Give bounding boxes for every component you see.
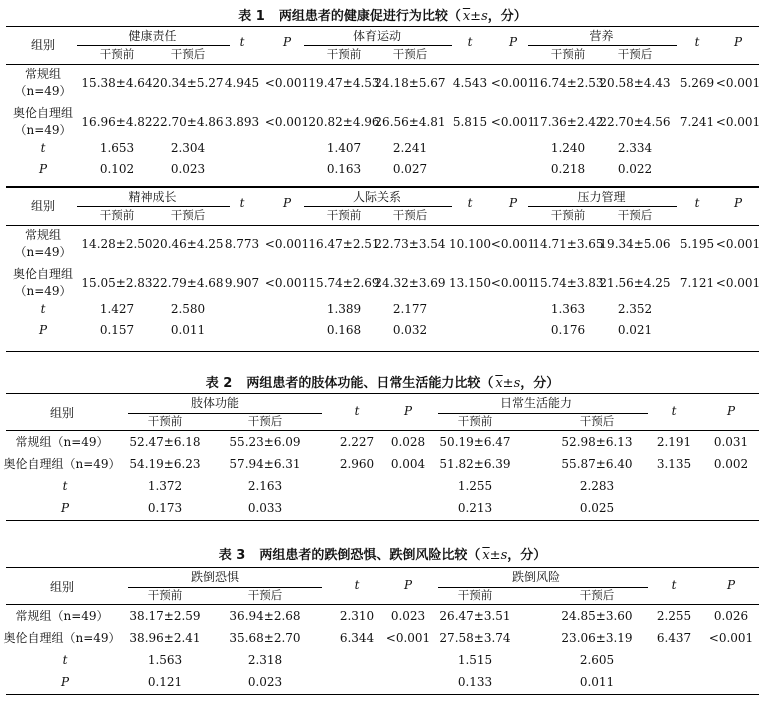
pre-value: 16.74±2.53 (532, 76, 604, 90)
between-t-value: 2.580 (170, 302, 206, 316)
post-intervention-header: 干预后 (579, 414, 615, 428)
table-cell-value: 6.344 (339, 631, 375, 645)
post-intervention-header: 干预后 (579, 588, 615, 602)
t-value: 4.543 (452, 76, 488, 90)
pre-intervention-header: 干预前 (326, 208, 362, 222)
table-cell-value: 38.96±2.41 (129, 631, 201, 645)
table-cell-value: 38.17±2.59 (129, 609, 201, 623)
pre-intervention-header: 干预前 (147, 414, 183, 428)
measure-header: 跌倒恐惧 (190, 570, 239, 584)
table-cell-value: 35.68±2.70 (229, 631, 301, 645)
caption-title: 两组患者的跌倒恐惧、跌倒风险比较（ (259, 548, 481, 563)
row-label-t: t (62, 653, 68, 667)
table-rule (6, 64, 759, 65)
table-rule (6, 520, 759, 521)
post-intervention-header: 干预后 (247, 588, 283, 602)
table-cell-value: <0.001 (708, 631, 754, 645)
t-value: 13.150 (449, 276, 491, 290)
measure-header: 人际关系 (352, 190, 401, 204)
t-header: t (354, 404, 360, 418)
t-value: 5.269 (679, 76, 715, 90)
between-t-value: 1.407 (326, 141, 362, 155)
caption-unit: ，分） (520, 376, 560, 391)
p-header: P (282, 35, 292, 49)
pre-intervention-header: 干预前 (550, 47, 586, 61)
post-value: 24.32±3.69 (374, 276, 446, 290)
t-value: 5.815 (452, 115, 488, 129)
caption-mean-symbol: $\overline{x}$ (462, 9, 471, 24)
row-label-t: t (62, 479, 68, 493)
post-value: 21.56±4.25 (599, 276, 671, 290)
group-n: （n=49） (14, 123, 72, 137)
table-cell-value: 26.47±3.51 (439, 609, 511, 623)
p-value: <0.001 (490, 237, 536, 251)
post-intervention-header: 干预后 (247, 414, 283, 428)
between-t-value: 2.318 (247, 653, 283, 667)
table-cell-value: 36.94±2.68 (229, 609, 301, 623)
t-header: t (239, 35, 245, 49)
t-header: t (467, 35, 473, 49)
caption-unit: ，分） (487, 9, 527, 24)
table-caption (0, 372, 765, 391)
table-cell-value: 3.135 (656, 457, 692, 471)
post-intervention-header: 干预后 (617, 47, 653, 61)
table-cell-value: 27.58±3.74 (439, 631, 511, 645)
pre-intervention-header: 干预前 (457, 414, 493, 428)
pre-value: 16.47±2.51 (308, 237, 380, 251)
group-label: 常规组 (24, 67, 61, 81)
p-value: <0.001 (264, 115, 310, 129)
pre-value: 20.82±4.96 (308, 115, 380, 129)
p-header: P (733, 35, 743, 49)
measure-header: 体育运动 (352, 29, 401, 43)
caption-unit: ，分） (507, 548, 547, 563)
table-rule (6, 604, 759, 605)
post-value: 19.34±5.06 (599, 237, 671, 251)
p-value: <0.001 (264, 276, 310, 290)
caption-plusminus: ± (502, 376, 514, 391)
between-p-value: 0.027 (392, 162, 428, 176)
between-t-value: 1.563 (147, 653, 183, 667)
t-value: 10.100 (449, 237, 491, 251)
between-p-value: 0.022 (617, 162, 653, 176)
group-label: 奥伦自理组 (12, 106, 73, 120)
table-rule (6, 430, 759, 431)
table-cell-value: 0.023 (390, 609, 426, 623)
between-p-value: 0.032 (392, 323, 428, 337)
caption-sd-symbol: s (481, 9, 488, 24)
p-header: P (403, 578, 413, 592)
table-cell-value: 57.94±6.31 (229, 457, 301, 471)
pre-value: 15.38±4.64 (81, 76, 153, 90)
between-p-value: 0.213 (457, 501, 493, 515)
p-value: <0.001 (264, 76, 310, 90)
between-p-value: 0.121 (147, 675, 183, 689)
table-cell-value: 54.19±6.23 (129, 457, 201, 471)
between-p-value: 0.168 (326, 323, 362, 337)
p-header: P (508, 35, 518, 49)
table-cell-value: 24.85±3.60 (561, 609, 633, 623)
between-t-value: 1.515 (457, 653, 493, 667)
caption-plusminus: ± (470, 9, 482, 24)
group-n: （n=49） (14, 84, 72, 98)
between-t-value: 2.241 (392, 141, 428, 155)
pre-value: 15.74±3.83 (532, 276, 604, 290)
t-header: t (671, 578, 677, 592)
post-value: 22.70±4.86 (152, 115, 224, 129)
measure-header: 营养 (589, 29, 614, 43)
group-label: 常规组（n=49） (15, 435, 109, 449)
between-p-value: 0.218 (550, 162, 586, 176)
group-header: 组别 (49, 580, 74, 594)
post-intervention-header: 干预后 (170, 47, 206, 61)
caption-title: 两组患者的健康促进行为比较（ (278, 9, 461, 24)
row-label-p: P (60, 675, 70, 689)
pre-intervention-header: 干预前 (326, 47, 362, 61)
pre-value: 19.47±4.53 (308, 76, 380, 90)
measure-header: 精神成长 (128, 190, 177, 204)
p-value: <0.001 (264, 237, 310, 251)
between-t-value: 1.255 (457, 479, 493, 493)
table-cell-value: 2.310 (339, 609, 375, 623)
table-cell-value: 51.82±6.39 (439, 457, 511, 471)
p-value: <0.001 (715, 276, 761, 290)
table-rule (6, 567, 759, 568)
post-intervention-header: 干预后 (392, 47, 428, 61)
table-cell-value: 55.23±6.09 (229, 435, 301, 449)
between-p-value: 0.011 (170, 323, 206, 337)
group-label: 常规组（n=49） (15, 609, 109, 623)
p-header: P (403, 404, 413, 418)
post-value: 22.70±4.56 (599, 115, 671, 129)
measure-header: 跌倒风险 (511, 570, 560, 584)
pre-value: 15.05±2.83 (81, 276, 153, 290)
between-p-value: 0.023 (170, 162, 206, 176)
between-t-value: 2.334 (617, 141, 653, 155)
table-caption (0, 544, 765, 563)
t-value: 5.195 (679, 237, 715, 251)
table-rule (6, 26, 759, 27)
pre-intervention-header: 干预前 (99, 47, 135, 61)
between-t-value: 2.304 (170, 141, 206, 155)
caption-sd-symbol: s (513, 376, 521, 391)
measure-header: 健康责任 (128, 29, 177, 43)
t-value: 9.907 (224, 276, 260, 290)
post-intervention-header: 干预后 (392, 208, 428, 222)
between-t-value: 2.352 (617, 302, 653, 316)
t-value: 4.945 (224, 76, 260, 90)
between-p-value: 0.173 (147, 501, 183, 515)
caption-mean-symbol: $\overline{x}$ (482, 548, 490, 563)
caption-number: 表 2 (205, 376, 233, 391)
p-value: <0.001 (715, 76, 761, 90)
table-cell-value: 52.47±6.18 (129, 435, 201, 449)
p-value: <0.001 (490, 76, 536, 90)
t-header: t (694, 196, 700, 210)
measure-header: 肢体功能 (190, 396, 239, 410)
table-cell-value: 0.026 (713, 609, 749, 623)
post-value: 22.79±4.68 (152, 276, 224, 290)
table-rule (6, 225, 759, 226)
caption-number: 表 1 (238, 9, 265, 24)
measure-header: 压力管理 (577, 190, 626, 204)
post-value: 26.56±4.81 (374, 115, 446, 129)
table-rule (6, 393, 759, 394)
pre-value: 17.36±2.42 (532, 115, 604, 129)
pre-intervention-header: 干预前 (457, 588, 493, 602)
post-value: 20.58±4.43 (599, 76, 671, 90)
between-p-value: 0.033 (247, 501, 283, 515)
pre-value: 14.71±3.65 (532, 237, 604, 251)
between-t-value: 1.363 (550, 302, 586, 316)
group-label: 奥伦自理组（n=49） (3, 631, 121, 645)
between-p-value: 0.025 (579, 501, 615, 515)
caption-number: 表 3 (218, 548, 246, 563)
between-t-value: 2.283 (579, 479, 615, 493)
caption-mean-symbol: $\overline{x}$ (495, 376, 503, 391)
t-value: 8.773 (224, 237, 260, 251)
between-p-value: 0.021 (617, 323, 653, 337)
between-t-value: 2.605 (579, 653, 615, 667)
row-label-t: t (40, 302, 46, 316)
between-t-value: 2.177 (392, 302, 428, 316)
pre-intervention-header: 干预前 (147, 588, 183, 602)
table-cell-value: 50.19±6.47 (439, 435, 511, 449)
group-header: 组别 (49, 406, 74, 420)
row-label-p: P (38, 323, 48, 337)
p-value: <0.001 (715, 115, 761, 129)
p-value: <0.001 (715, 237, 761, 251)
p-header: P (726, 404, 736, 418)
t-value: 3.893 (224, 115, 260, 129)
group-n: （n=49） (14, 284, 72, 298)
row-label-p: P (38, 162, 48, 176)
pre-intervention-header: 干预前 (99, 208, 135, 222)
p-value: <0.001 (490, 115, 536, 129)
between-p-value: 0.163 (326, 162, 362, 176)
table-cell-value: 2.191 (656, 435, 692, 449)
between-p-value: 0.133 (457, 675, 493, 689)
group-label: 奥伦自理组（n=49） (3, 457, 121, 471)
group-header: 组别 (30, 199, 55, 213)
post-value: 24.18±5.67 (374, 76, 446, 90)
between-p-value: 0.176 (550, 323, 586, 337)
between-p-value: 0.157 (99, 323, 135, 337)
p-header: P (508, 196, 518, 210)
pre-intervention-header: 干预前 (550, 208, 586, 222)
row-label-p: P (60, 501, 70, 515)
table-rule (6, 187, 759, 188)
post-value: 20.34±5.27 (152, 76, 224, 90)
table-rule (6, 694, 759, 695)
measure-header: 日常生活能力 (499, 396, 572, 410)
t-header: t (239, 196, 245, 210)
post-intervention-header: 干预后 (170, 208, 206, 222)
between-t-value: 2.163 (247, 479, 283, 493)
post-value: 20.46±4.25 (152, 237, 224, 251)
t-header: t (354, 578, 360, 592)
pre-value: 15.74±2.69 (308, 276, 380, 290)
caption-plusminus: ± (489, 548, 501, 563)
t-header: t (671, 404, 677, 418)
p-value: <0.001 (490, 276, 536, 290)
post-intervention-header: 干预后 (617, 208, 653, 222)
p-header: P (282, 196, 292, 210)
table-cell-value: 0.028 (390, 435, 426, 449)
table-caption (0, 5, 765, 24)
p-header: P (733, 196, 743, 210)
table-cell-value: 2.960 (339, 457, 375, 471)
pre-value: 14.28±2.50 (81, 237, 153, 251)
between-t-value: 1.240 (550, 141, 586, 155)
table-cell-value: 52.98±6.13 (561, 435, 633, 449)
t-header: t (694, 35, 700, 49)
between-p-value: 0.102 (99, 162, 135, 176)
row-label-t: t (40, 141, 46, 155)
table-cell-value: 0.004 (390, 457, 426, 471)
caption-title: 两组患者的肢体功能、日常生活能力比较（ (246, 376, 494, 391)
t-value: 7.121 (679, 276, 715, 290)
pre-value: 16.96±4.82 (81, 115, 153, 129)
table-rule (6, 351, 759, 352)
between-p-value: 0.023 (247, 675, 283, 689)
group-header: 组别 (30, 38, 55, 52)
t-header: t (467, 196, 473, 210)
table-cell-value: 6.437 (656, 631, 692, 645)
caption-sd-symbol: s (500, 548, 508, 563)
group-n: （n=49） (14, 245, 72, 259)
table-cell-value: 23.06±3.19 (561, 631, 633, 645)
between-t-value: 1.653 (99, 141, 135, 155)
between-t-value: 1.427 (99, 302, 135, 316)
post-value: 22.73±3.54 (374, 237, 446, 251)
p-header: P (726, 578, 736, 592)
table-cell-value: 2.255 (656, 609, 692, 623)
between-p-value: 0.011 (579, 675, 615, 689)
t-value: 7.241 (679, 115, 715, 129)
table-cell-value: 55.87±6.40 (561, 457, 633, 471)
table-cell-value: 0.002 (713, 457, 749, 471)
table-cell-value: 0.031 (713, 435, 749, 449)
table-cell-value: 2.227 (339, 435, 375, 449)
group-label: 常规组 (24, 228, 61, 242)
between-t-value: 1.372 (147, 479, 183, 493)
group-label: 奥伦自理组 (12, 267, 73, 281)
table-cell-value: <0.001 (385, 631, 431, 645)
between-t-value: 1.389 (326, 302, 362, 316)
